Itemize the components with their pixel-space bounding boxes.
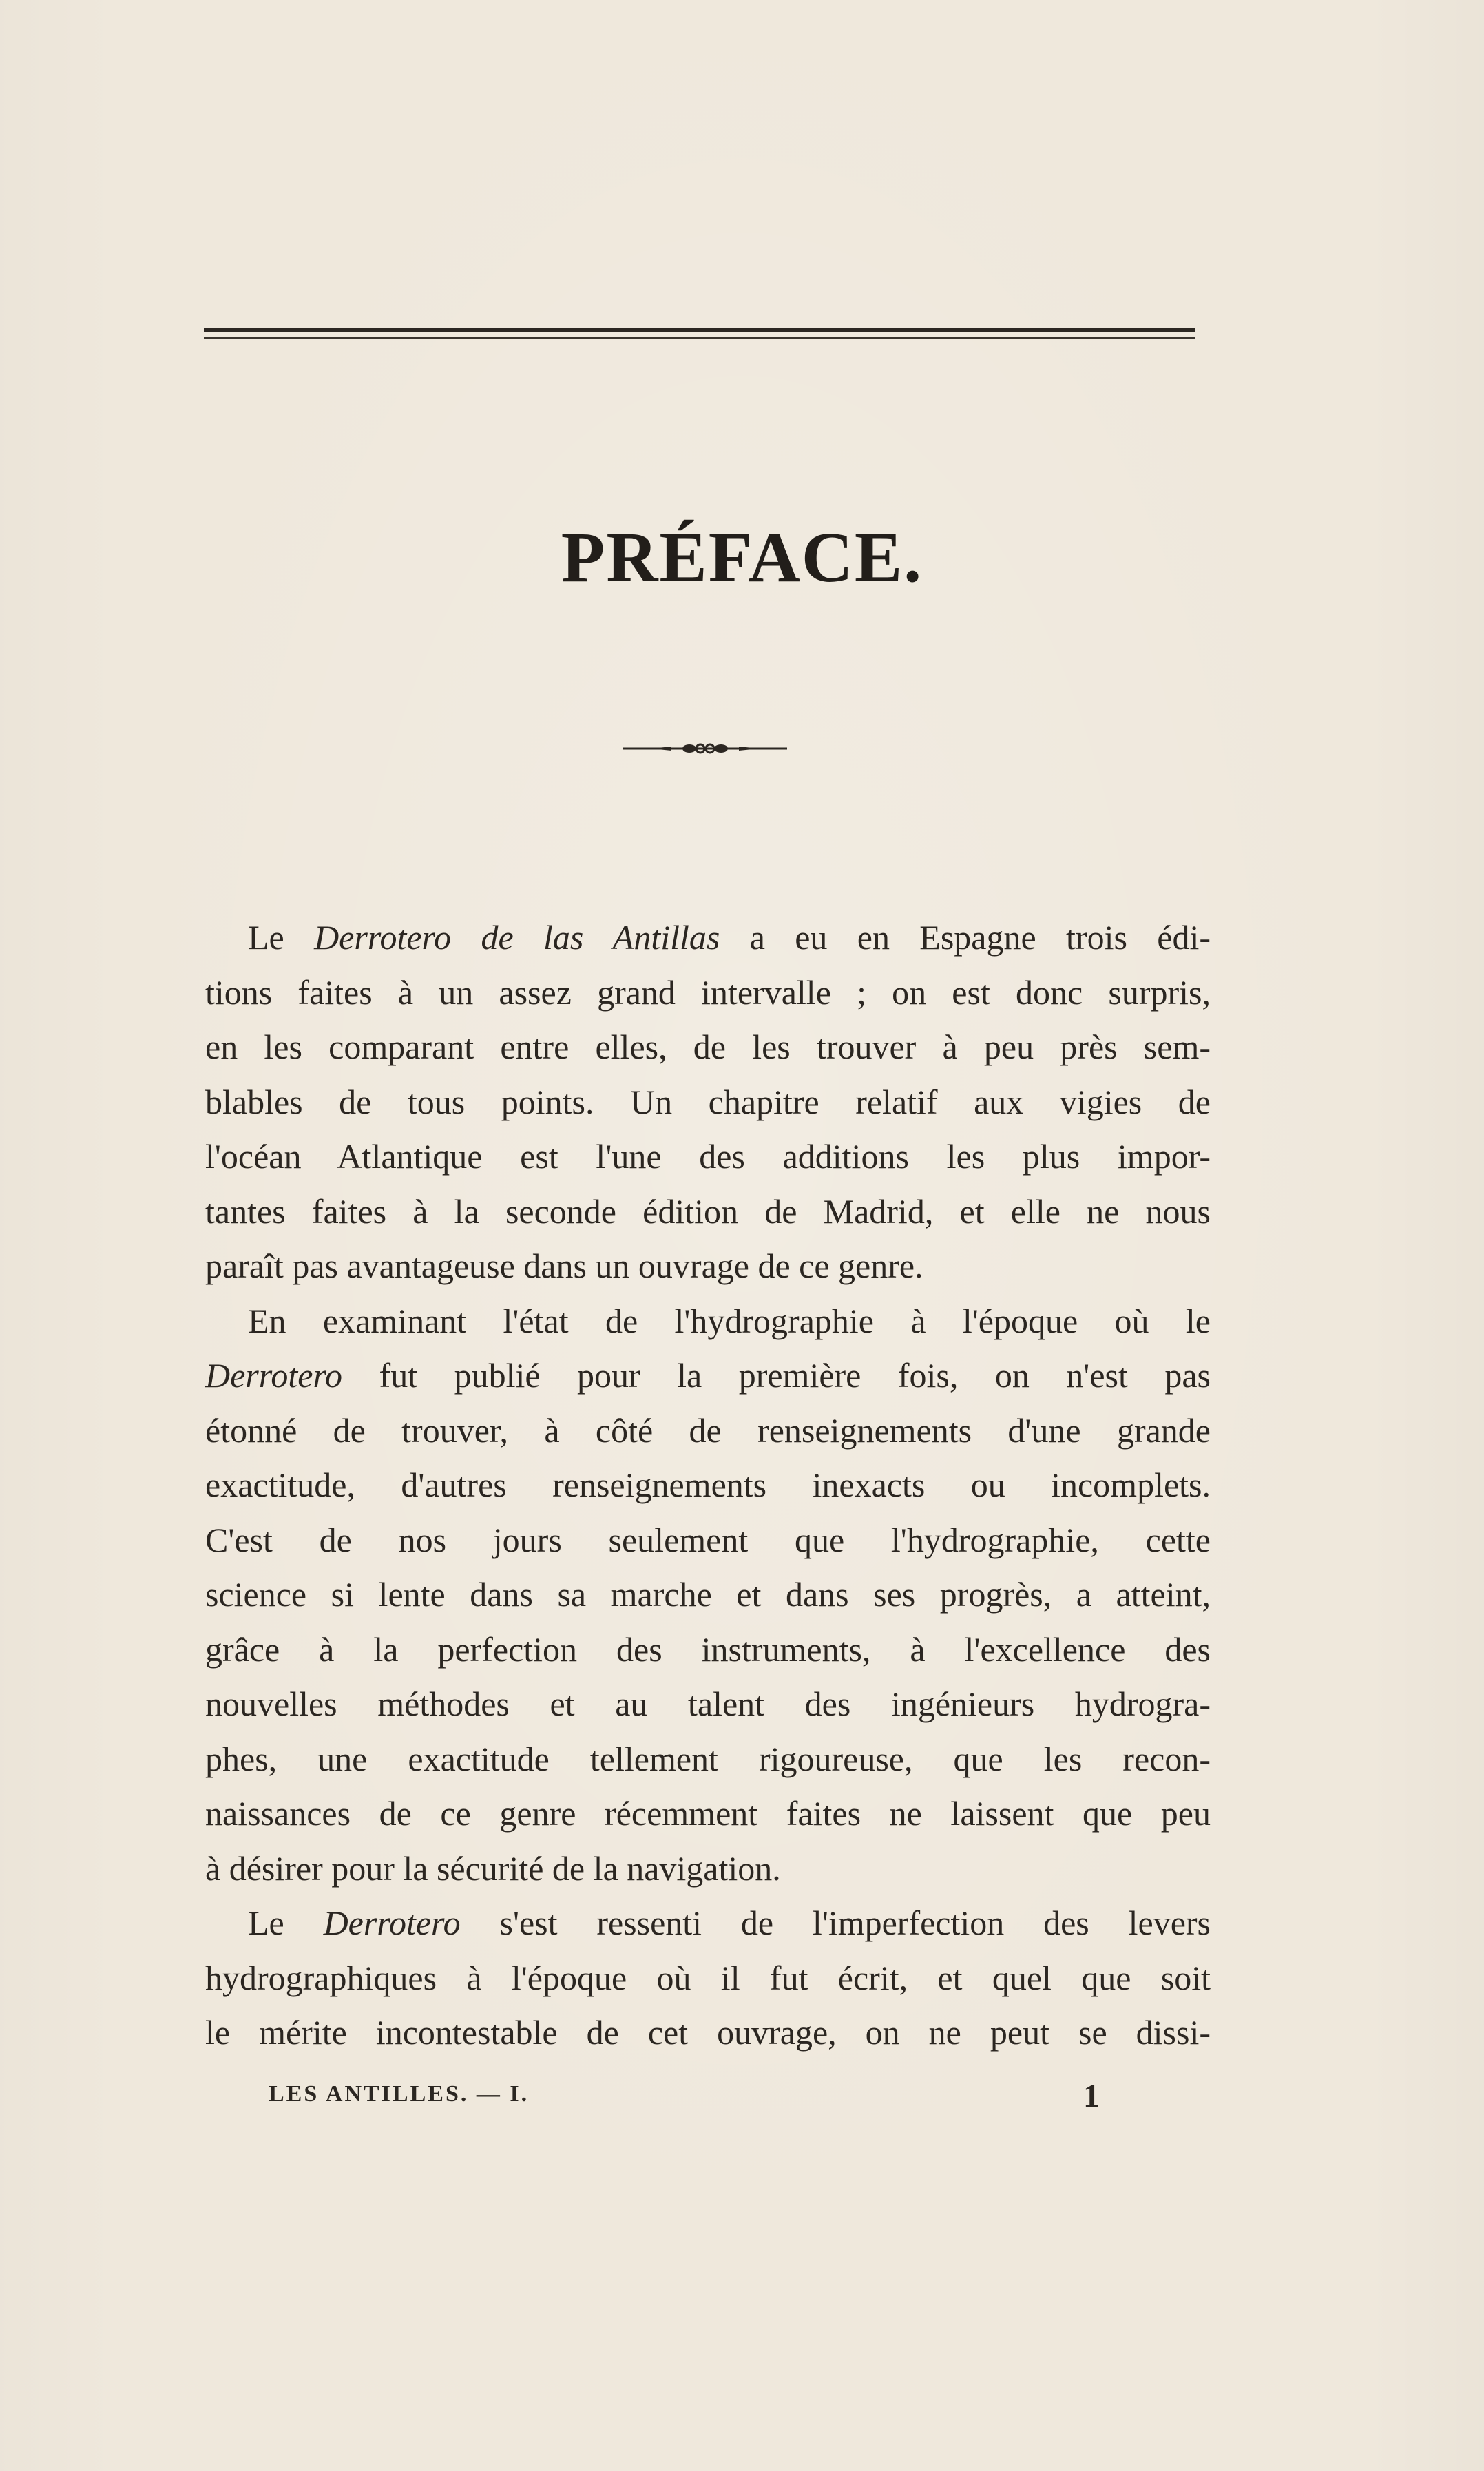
text-line	[205, 1239, 1211, 1294]
text-segment: fut publié pour la première fois, on n'est pas	[342, 1356, 1211, 1395]
text-line	[205, 1951, 1211, 2006]
text-line	[205, 2005, 1211, 2061]
text-line	[205, 1677, 1211, 1732]
text-segment: En examinant l'état de l'hydrographie à l'époque où le	[248, 1301, 1211, 1340]
signature-mark: LES ANTILLES. — I.	[269, 2081, 530, 2107]
text-segment: étonné de trouver, à côté de renseignements d'une grande	[205, 1410, 1211, 1450]
text-segment: blables de tous points. Un chapitre relatif aux vigies de	[205, 1082, 1211, 1121]
text-segment: le mérite incontestable de cet ouvrage, on ne peut se dissi-	[205, 2013, 1211, 2052]
text-segment: en les comparant entre elles, de les trouver à peu près sem-	[205, 1028, 1211, 1066]
text-line	[205, 1896, 1211, 1951]
text-segment: Derrotero	[323, 1904, 461, 1942]
page-title: PRÉFACE.	[561, 518, 923, 597]
text-segment: naissances de ce genre récemment faites ne laissent que peu	[205, 1794, 1211, 1833]
text-line	[205, 1020, 1211, 1075]
text-segment: exactitude, d'autres renseignements inexacts ou incomplets.	[205, 1466, 1211, 1504]
text-segment: paraît pas avantageuse dans un ouvrage de ce genre.	[205, 1247, 923, 1285]
body-text	[205, 910, 1211, 2061]
text-line	[205, 1732, 1211, 1787]
text-line	[205, 1129, 1211, 1185]
text-segment: hydrographiques à l'époque où il fut écrit, et quel que soit	[205, 1958, 1211, 1997]
text-line	[205, 1458, 1211, 1513]
text-segment: à désirer pour la sécurité de la navigation.	[205, 1848, 781, 1888]
text-line	[205, 1567, 1211, 1623]
text-line	[205, 1786, 1211, 1842]
text-line	[205, 910, 1211, 966]
text-line	[205, 966, 1211, 1021]
text-line	[205, 1404, 1211, 1459]
text-segment: Le	[248, 918, 315, 957]
text-segment: s'est ressenti de l'imperfection des levers	[460, 1904, 1211, 1942]
text-segment: Derrotero de las Antillas	[314, 918, 720, 957]
text-segment: Le	[248, 1904, 324, 1942]
text-line	[205, 1842, 1211, 1897]
text-line	[205, 1294, 1211, 1349]
text-line	[205, 1623, 1211, 1678]
text-line	[205, 1185, 1211, 1240]
text-segment: a eu en Espagne trois édi-	[720, 918, 1211, 957]
text-segment: C'est de nos jours seulement que l'hydrographie, cette	[205, 1520, 1211, 1559]
text-segment: Derrotero	[205, 1356, 343, 1395]
page-number: 1	[1083, 2078, 1102, 2114]
text-segment: l'océan Atlantique est l'une des additions les plus impor-	[205, 1137, 1211, 1176]
text-segment: tantes faites à la seconde édition de Madrid, et elle ne nous	[205, 1191, 1211, 1231]
header-rule-thin	[204, 337, 1195, 339]
text-line	[205, 1348, 1211, 1404]
text-segment: tions faites à un assez grand intervalle ; on est donc surpris,	[205, 972, 1211, 1012]
text-segment: grâce à la perfection des instruments, à l'excellence des	[205, 1629, 1211, 1669]
text-segment: science si lente dans sa marche et dans ses progrès, a atteint,	[205, 1575, 1211, 1614]
header-rule-thick	[204, 328, 1195, 332]
text-segment: phes, une exactitude tellement rigoureuse, que les recon-	[205, 1739, 1211, 1778]
text-segment: nouvelles méthodes et au talent des ingénieurs hydrogra-	[205, 1685, 1211, 1723]
text-line	[205, 1075, 1211, 1130]
text-line	[205, 1513, 1211, 1568]
ornament-divider-icon	[623, 738, 787, 759]
